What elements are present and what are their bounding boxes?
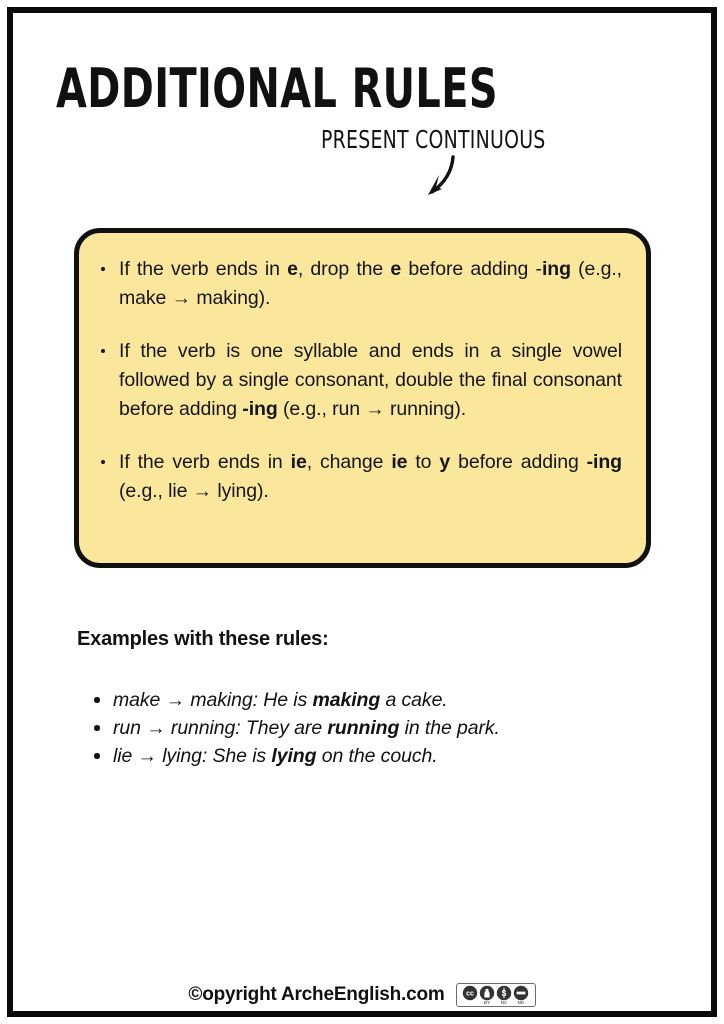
svg-text:NC: NC	[500, 1000, 507, 1005]
svg-text:$: $	[501, 988, 506, 998]
rule-text: If the verb ends in ie, change ie to y before adding -ing (e.g., lie → lying).	[119, 451, 622, 502]
copyright-text: ©opyright ArcheEnglish.com	[188, 984, 445, 1005]
rule-item	[97, 448, 622, 506]
example-text: run → running: They are running in the park.	[113, 717, 500, 739]
examples-list	[92, 686, 652, 770]
rule-text: If the verb is one syllable and ends in a single vowel followed by a single consonant, double the final consonant before adding -ing (e.g., run → running).	[119, 340, 622, 420]
creative-commons-by-nc-nd-badge	[456, 983, 536, 1007]
rule-item	[97, 337, 622, 424]
list-item	[92, 742, 652, 770]
footer	[0, 983, 724, 1007]
bullet-dot	[101, 267, 105, 271]
example-text: make → making: He is making a cake.	[113, 689, 448, 711]
bullet-dot	[101, 349, 105, 353]
list-item	[92, 686, 652, 714]
examples-heading: Examples with these rules:	[77, 628, 329, 650]
bullet-dot	[101, 460, 105, 464]
bullet-dot	[94, 753, 100, 759]
svg-text:BY: BY	[483, 1000, 490, 1005]
rule-text: If the verb ends in e, drop the e before adding -ing (e.g., make → making).	[119, 258, 622, 309]
example-text: lie → lying: She is lying on the couch.	[113, 745, 438, 767]
curved-arrow-down-left-icon	[406, 148, 476, 210]
rule-item	[97, 255, 622, 313]
bullet-dot	[94, 697, 100, 703]
list-item	[92, 714, 652, 742]
svg-text:ND: ND	[517, 1000, 524, 1005]
page-subtitle: PRESENT CONTINUOUS	[321, 125, 546, 154]
svg-text:cc: cc	[465, 990, 474, 998]
page-title: ADDITIONAL RULES	[56, 57, 498, 120]
bullet-dot	[94, 725, 100, 731]
rules-callout-box	[74, 228, 651, 568]
